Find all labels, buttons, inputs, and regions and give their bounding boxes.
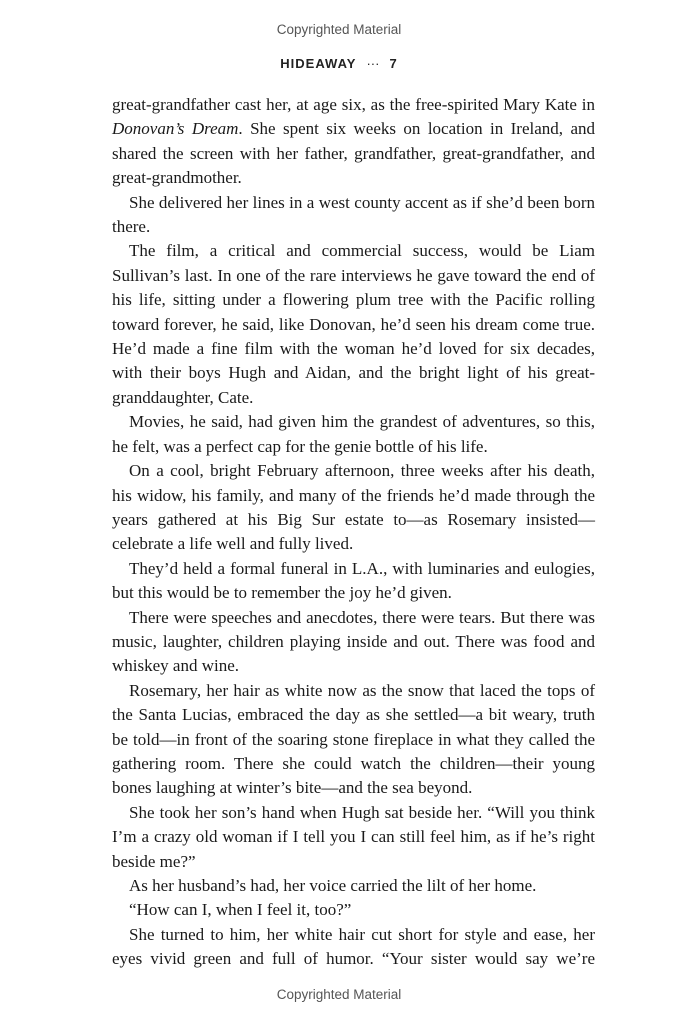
paragraph: On a cool, bright February afternoon, three weeks after his death, his widow, his family, and many of the friends he’d made through the years gathered at his Big Sur estate to—as Rosemary insisted—celebrate a life well and fully lived.: [112, 461, 595, 554]
running-head: [0, 56, 678, 71]
page-number: 7: [389, 56, 398, 71]
paragraph: Movies, he said, had given him the grandest of adventures, so this, he felt, was a perfect cap for the genie bottle of his life.: [112, 412, 595, 456]
paragraph: She took her son’s hand when Hugh sat beside her. “Will you think I’m a crazy old woman if I tell you I can still feel him, as if he’s right beside me?”: [112, 802, 595, 871]
paragraph: The film, a critical and commercial success, would be Liam Sullivan’s last. In one of the rare interviews he gave toward the end of his life, sitting under a flowering plum tree with the Pacific rolling toward forever, he said, like Donovan, he’d seen his dream come true. He’d made a fine film with the woman he’d loved for six decades, with their boys Hugh and Aidan, and the bright light of his great-granddaughter, Cate.: [112, 241, 595, 407]
paragraph: great-grandfather cast her, at age six, as the free-spirited Mary Kate in Donovan’s Dream. She spent six weeks on location in Ireland, and shared the screen with her father, grandfather, great-grandfather, and great-grandmother.: [112, 95, 595, 188]
copyright-notice-bottom: Copyrighted Material: [276, 987, 402, 1002]
body-text: [112, 93, 595, 972]
film-title: Donovan’s Dream: [112, 119, 239, 139]
paragraph: Rosemary, her hair as white now as the snow that laced the tops of the Santa Lucias, embraced the day as she settled—a bit weary, truth be told—in front of the soaring stone fireplace in what they called the gathering room. There she could watch the children—their young bones laughing at winter’s bite—and the sea beyond.: [112, 680, 595, 798]
header-separator: ···: [366, 56, 380, 71]
paragraph: As her husband’s had, her voice carried the lilt of her home.: [129, 876, 537, 895]
paragraph: They’d held a formal funeral in L.A., with luminaries and eulogies, but this would be to remember the joy he’d given.: [112, 558, 595, 603]
copyright-notice-top: Copyrighted Material: [276, 22, 402, 37]
paragraph: She turned to him, her white hair cut short for style and ease, her eyes vivid green and full of humor. “Your sister would say we’re: [112, 924, 595, 969]
book-title: HIDEAWAY: [280, 56, 357, 71]
paragraph: She delivered her lines in a west county accent as if she’d been born there.: [112, 192, 595, 237]
paragraph: There were speeches and anecdotes, there were tears. But there was music, laughter, children playing inside and out. There was food and whiskey and wine.: [112, 607, 595, 676]
paragraph: “How can I, when I feel it, too?”: [129, 900, 352, 920]
